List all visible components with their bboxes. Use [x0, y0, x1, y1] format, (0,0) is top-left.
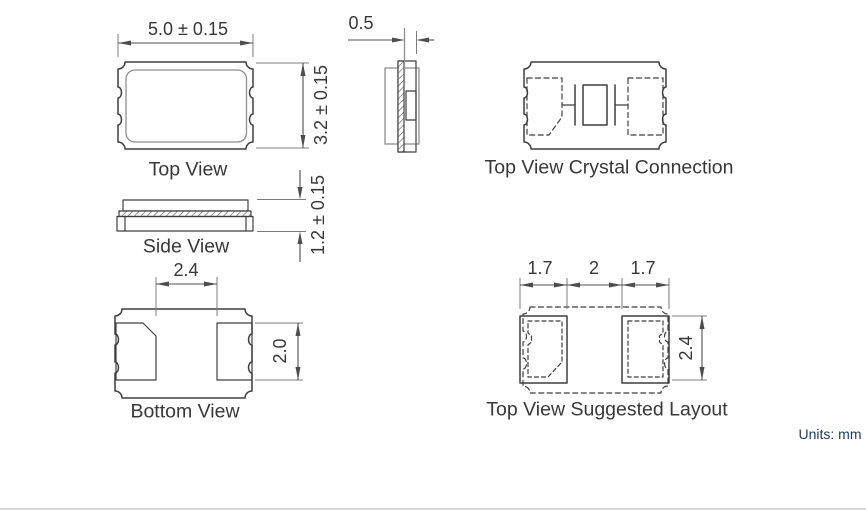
end-notch	[406, 91, 416, 120]
layout-right-pad-dim: 1.7	[630, 258, 656, 278]
end-view-drawing	[348, 28, 434, 152]
top-view-height-dim: 3.2 ± 0.15	[311, 65, 331, 145]
layout-left-pad-dim: 1.7	[527, 258, 553, 278]
thickness-dimension	[257, 170, 306, 262]
side-view-height-dim: 1.2 ± 0.15	[308, 175, 328, 255]
lid-outline	[126, 70, 247, 142]
package-outline-hidden	[523, 307, 668, 393]
suggested-layout-label: Top View Suggested Layout	[486, 398, 728, 421]
crystal-connection-drawing	[524, 62, 666, 149]
horizontal-dimensions	[520, 278, 669, 309]
layout-pad-height-dim: 2.4	[676, 335, 696, 361]
hidden-pad-2	[628, 321, 663, 377]
side-lid	[123, 200, 248, 211]
side-seal-hatch	[119, 211, 251, 217]
package-outline	[115, 309, 252, 398]
crystal-plate	[583, 85, 607, 125]
end-seal-hatch	[398, 61, 404, 152]
package-outline	[524, 62, 666, 149]
lid-dimension	[348, 31, 434, 54]
package-outline	[118, 62, 253, 149]
layout-gap-dim: 2	[588, 258, 600, 278]
end-view-lid-dim: 0.5	[348, 13, 374, 33]
top-view-drawing	[118, 34, 309, 149]
hidden-pad-1	[527, 78, 562, 135]
height-dimension	[256, 63, 309, 148]
side-view-label: Side View	[142, 235, 230, 258]
pad-1	[116, 323, 156, 380]
crystal-symbol	[562, 85, 628, 125]
top-view-width-dim: 5.0 ± 0.15	[148, 19, 228, 39]
bottom-view-pad-gap-dim: 2.4	[173, 260, 199, 280]
hidden-pad-2	[628, 78, 663, 135]
land-pad-1	[520, 316, 567, 383]
units-note: Units: mm	[798, 426, 862, 442]
bottom-view-label: Bottom View	[130, 400, 240, 423]
side-base	[117, 217, 253, 232]
pad-gap-dimension	[156, 277, 217, 316]
land-pad-2	[622, 316, 669, 383]
crystal-connection-label: Top View Crystal Connection	[484, 156, 734, 179]
top-view-label: Top View	[148, 158, 228, 181]
hidden-pad-1	[528, 321, 562, 377]
pad-2	[217, 323, 252, 380]
bottom-view-pad-height-dim: 2.0	[270, 338, 290, 364]
